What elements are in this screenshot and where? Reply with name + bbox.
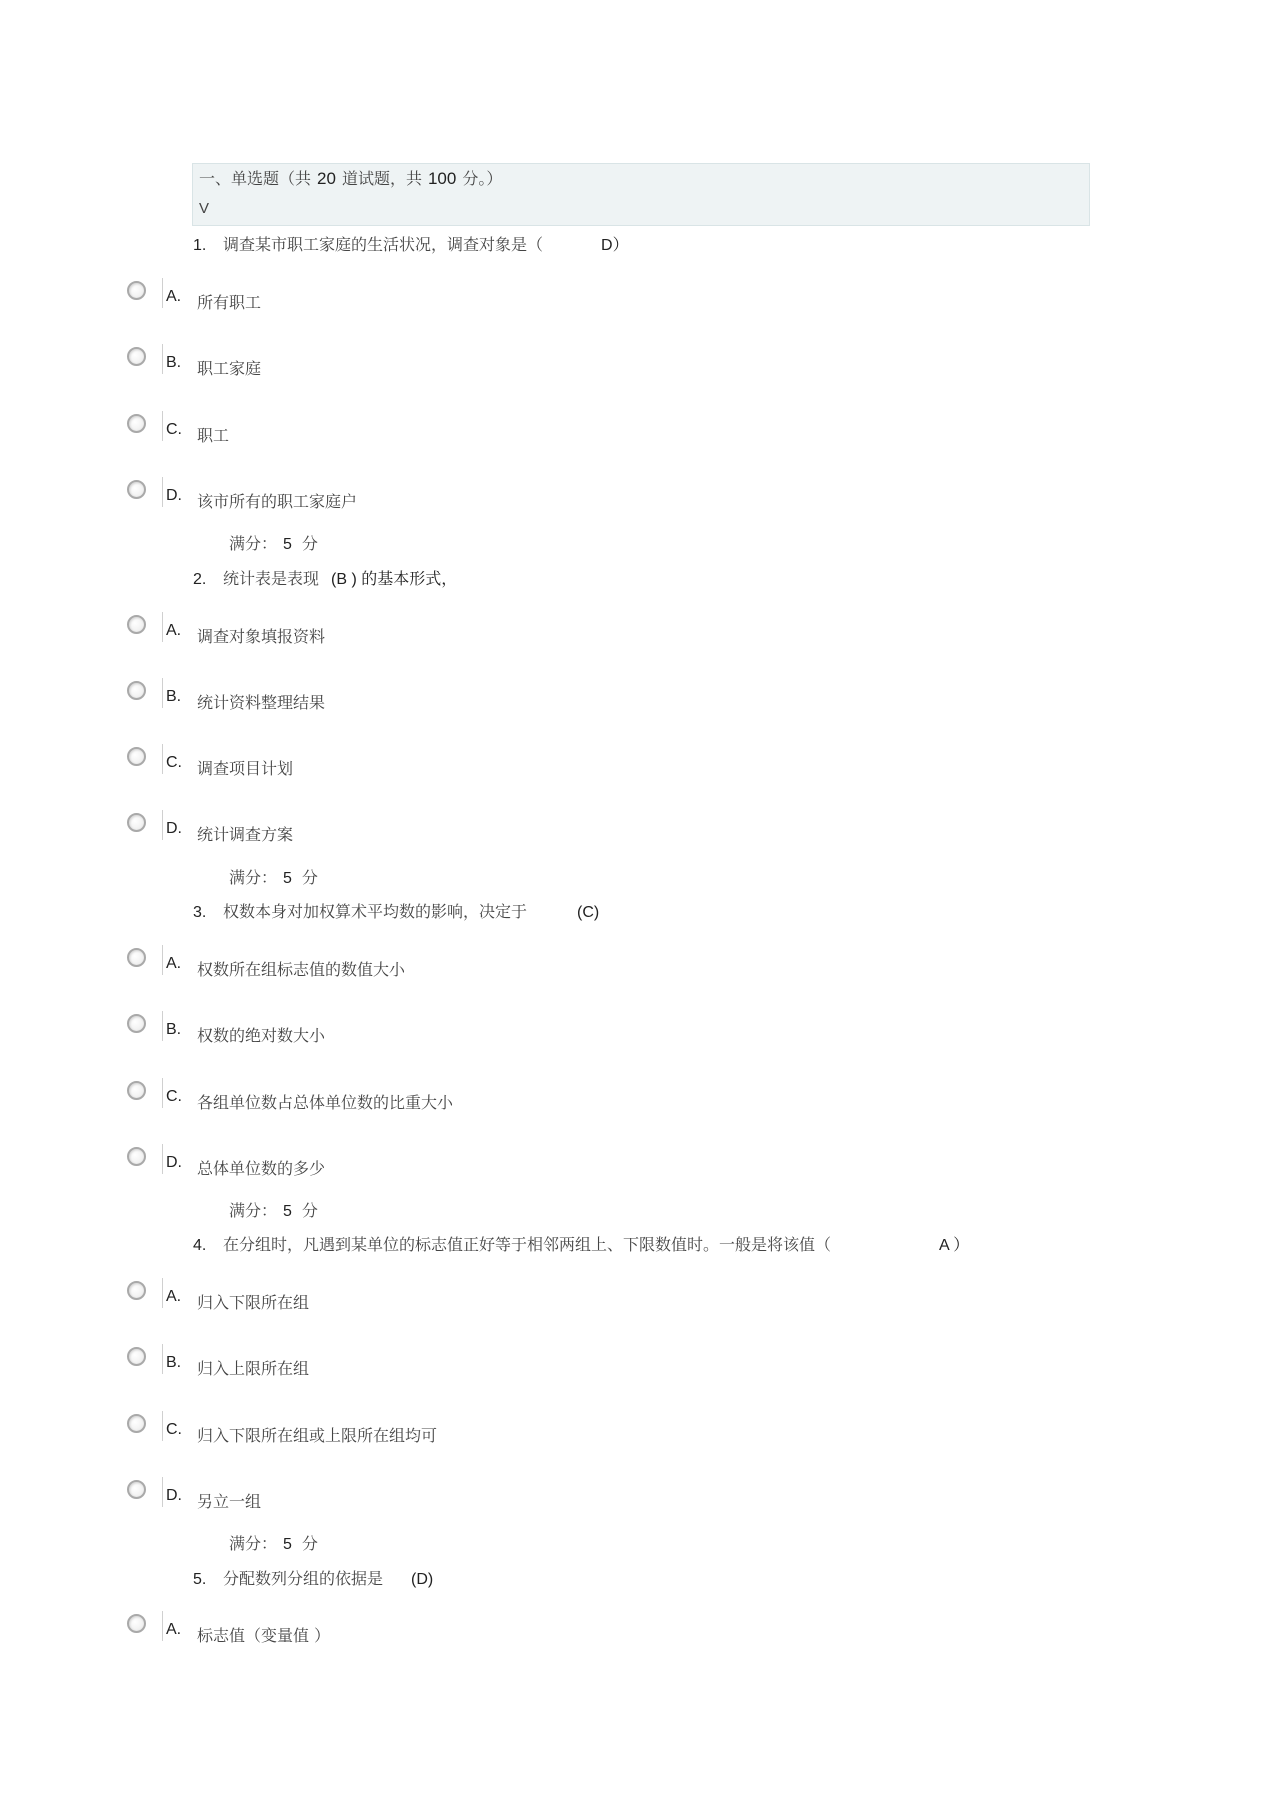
radio-button[interactable] (127, 1414, 146, 1433)
radio-button[interactable] (127, 1480, 146, 1499)
question-5 (193, 1566, 433, 1589)
option-divider (162, 1477, 163, 1507)
option-2a[interactable] (122, 612, 722, 652)
radio-button[interactable] (127, 281, 146, 300)
option-divider (162, 477, 163, 507)
option-divider (162, 1011, 163, 1041)
option-text: 统计调查方案 (197, 825, 294, 844)
score-3 (229, 1198, 318, 1221)
question-answer: A ） (939, 1237, 970, 1254)
option-divider (162, 344, 163, 374)
option-text: 所有职工 (197, 293, 262, 312)
radio-button[interactable] (127, 1014, 146, 1033)
option-1d[interactable] (122, 477, 722, 517)
radio-button[interactable] (127, 747, 146, 766)
question-number: 5. (193, 1571, 207, 1588)
score-label: 满分： (229, 534, 278, 553)
radio-button[interactable] (127, 681, 146, 700)
section-marker: V (199, 200, 210, 217)
question-3 (193, 899, 599, 922)
option-divider (162, 810, 163, 840)
question-answer: (B ) 的基本形式， (331, 571, 458, 588)
option-text: 总体单位数的多少 (197, 1159, 326, 1178)
option-4d[interactable] (122, 1477, 722, 1517)
option-letter: D. (166, 1154, 182, 1171)
option-divider (162, 744, 163, 774)
score-unit: 分 (301, 868, 318, 887)
option-letter: C. (166, 421, 182, 438)
option-text: 权数的绝对数大小 (197, 1026, 326, 1045)
question-text: 在分组时，凡遇到某单位的标志值正好等于相邻两组上、下限数值时。一般是将该值（ (223, 1235, 832, 1254)
option-letter: A. (166, 622, 182, 639)
option-text: 归入上限所在组 (197, 1359, 310, 1378)
option-text: 统计资料整理结果 (197, 693, 326, 712)
option-letter: A. (166, 1621, 182, 1638)
option-letter: A. (166, 955, 182, 972)
radio-button[interactable] (127, 1281, 146, 1300)
option-5a[interactable] (122, 1611, 722, 1651)
section-title-middle: 道试题，共 (341, 169, 422, 188)
option-divider (162, 1344, 163, 1374)
option-divider (162, 411, 163, 441)
question-number: 2. (193, 571, 207, 588)
option-text: 该市所有的职工家庭户 (197, 492, 358, 511)
section-header (192, 163, 1090, 226)
option-divider (162, 945, 163, 975)
option-divider (162, 278, 163, 308)
question-number: 3. (193, 904, 207, 921)
option-text: 权数所在组标志值的数值大小 (197, 960, 406, 979)
section-title-prefix: 一、单选题（共 (199, 169, 312, 188)
option-divider (162, 1278, 163, 1308)
option-letter: C. (166, 1088, 182, 1105)
option-divider (162, 678, 163, 708)
score-label: 满分： (229, 1534, 278, 1553)
option-1a[interactable] (122, 278, 722, 318)
score-unit: 分 (301, 534, 318, 553)
score-2 (229, 865, 318, 888)
question-answer: (D) (411, 1571, 434, 1588)
option-letter: C. (166, 754, 182, 771)
option-divider (162, 1611, 163, 1641)
option-text: 职工 (197, 426, 230, 445)
radio-button[interactable] (127, 1081, 146, 1100)
question-text: 调查某市职工家庭的生活状况，调查对象是（ (223, 235, 544, 254)
option-divider (162, 1078, 163, 1108)
option-3a[interactable] (122, 945, 722, 985)
option-1b[interactable] (122, 344, 722, 384)
option-1c[interactable] (122, 411, 722, 451)
option-2c[interactable] (122, 744, 722, 784)
radio-button[interactable] (127, 813, 146, 832)
option-text: 归入下限所在组或上限所在组均可 (197, 1426, 438, 1445)
option-text: 各组单位数占总体单位数的比重大小 (197, 1093, 454, 1112)
score-1 (229, 531, 318, 554)
radio-button[interactable] (127, 615, 146, 634)
section-title-suffix: 分。） (462, 169, 503, 188)
question-2 (193, 566, 457, 589)
question-number: 1. (193, 237, 207, 254)
score-value: 5 (283, 536, 292, 553)
option-letter: D. (166, 487, 182, 504)
section-title (199, 166, 502, 189)
option-letter: B. (166, 1021, 182, 1038)
option-letter: C. (166, 1421, 182, 1438)
option-text: 标志值（变量值 ） (197, 1626, 331, 1645)
option-4b[interactable] (122, 1344, 722, 1384)
question-1 (193, 232, 629, 255)
question-answer: (C) (577, 904, 600, 921)
option-letter: D. (166, 1487, 182, 1504)
option-text: 职工家庭 (197, 359, 262, 378)
radio-button[interactable] (127, 948, 146, 967)
option-letter: B. (166, 1354, 182, 1371)
question-number: 4. (193, 1237, 207, 1254)
option-3c[interactable] (122, 1078, 722, 1118)
option-4a[interactable] (122, 1278, 722, 1318)
option-letter: B. (166, 354, 182, 371)
option-text: 调查项目计划 (197, 759, 294, 778)
total-points: 100 (427, 169, 457, 188)
question-4 (193, 1232, 969, 1255)
score-unit: 分 (301, 1201, 318, 1220)
score-label: 满分： (229, 1201, 278, 1220)
radio-button[interactable] (127, 347, 146, 366)
option-2d[interactable] (122, 810, 722, 850)
question-count: 20 (317, 169, 336, 188)
option-letter: A. (166, 1288, 182, 1305)
option-divider (162, 612, 163, 642)
question-text: 权数本身对加权算术平均数的影响，决定于 (223, 902, 528, 921)
option-2b[interactable] (122, 678, 722, 718)
option-text: 归入下限所在组 (197, 1293, 310, 1312)
option-letter: B. (166, 688, 182, 705)
score-value: 5 (283, 1203, 292, 1220)
score-label: 满分： (229, 868, 278, 887)
option-letter: D. (166, 820, 182, 837)
option-text: 另立一组 (197, 1492, 262, 1511)
option-3b[interactable] (122, 1011, 722, 1051)
option-4c[interactable] (122, 1411, 722, 1451)
radio-button[interactable] (127, 1147, 146, 1166)
score-value: 5 (283, 870, 292, 887)
score-value: 5 (283, 1536, 292, 1553)
radio-button[interactable] (127, 480, 146, 499)
option-divider (162, 1144, 163, 1174)
question-text: 统计表是表现 (223, 569, 320, 588)
question-answer: D） (601, 237, 629, 254)
score-4 (229, 1531, 318, 1554)
option-letter: A. (166, 288, 182, 305)
radio-button[interactable] (127, 414, 146, 433)
option-text: 调查对象填报资料 (197, 627, 326, 646)
option-3d[interactable] (122, 1144, 722, 1184)
radio-button[interactable] (127, 1614, 146, 1633)
radio-button[interactable] (127, 1347, 146, 1366)
score-unit: 分 (301, 1534, 318, 1553)
option-divider (162, 1411, 163, 1441)
question-text: 分配数列分组的依据是 (223, 1569, 384, 1588)
